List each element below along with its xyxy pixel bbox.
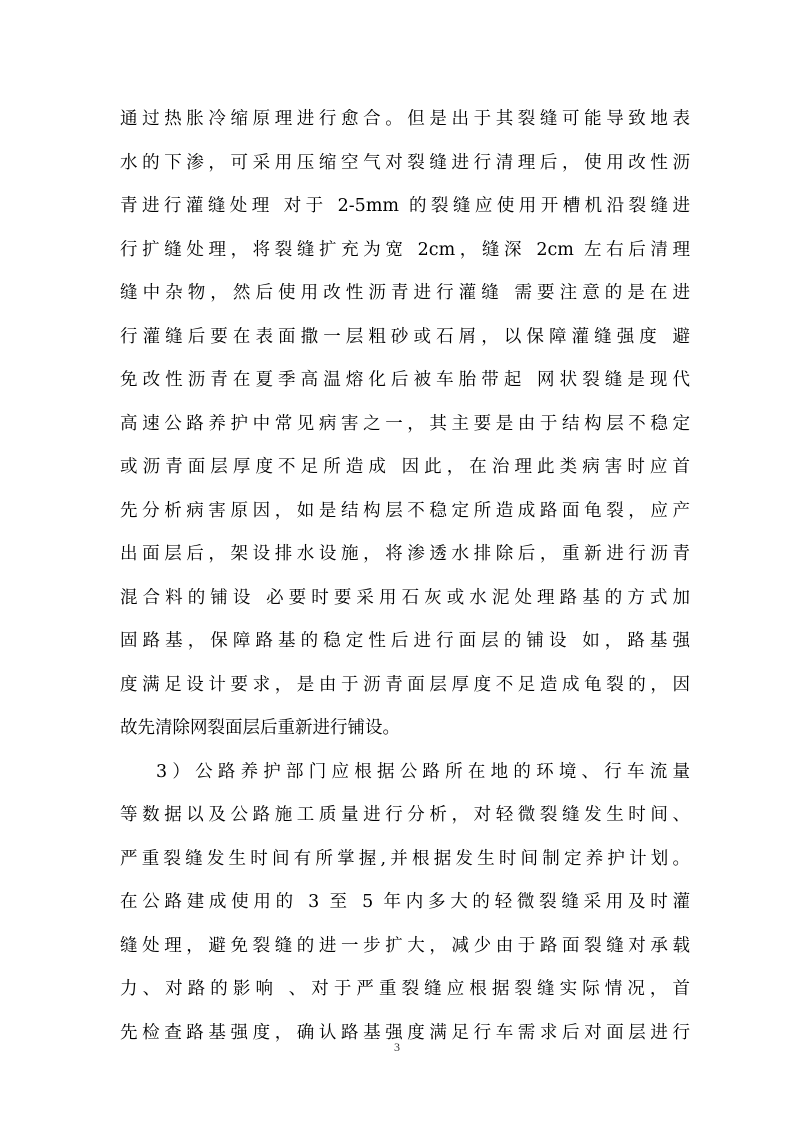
- text-line: 通过热胀冷缩原理进行愈合。但是出于其裂缝可能导致地表: [120, 109, 690, 129]
- text-line: 青进行灌缝处理 对于 2-5mm 的裂缝应使用开槽机沿裂缝进: [120, 196, 690, 216]
- text-line: 行灌缝后要在表面撒一层粗砂或石屑，以保障灌缝强度 避: [120, 326, 690, 347]
- text-line: 在公路建成使用的 3 至 5 年内多大的轻微裂缝采用及时灌: [120, 892, 690, 912]
- text-line: 缝中杂物，然后使用改性沥青进行灌缝 需要注意的是在进: [120, 283, 690, 303]
- text-line: 3）公路养护部门应根据公路所在地的环境、行车流量: [156, 761, 690, 782]
- text-line: 或沥青面层厚度不足所造成 因此，在治理此类病害时应首: [120, 457, 690, 477]
- text-line: 等数据以及公路施工质量进行分析，对轻微裂缝发生时间、: [120, 805, 690, 825]
- text-line: 度满足设计要求，是由于沥青面层厚度不足造成龟裂的，因: [120, 674, 690, 695]
- text-line: 水的下渗，可采用压缩空气对裂缝进行清理后，使用改性沥: [120, 152, 690, 173]
- text-line: 严重裂缝发生时间有所掌握,并根据发生时间制定养护计划。: [120, 848, 690, 869]
- text-line: 固路基，保障路基的稳定性后进行面层的铺设 如，路基强: [120, 631, 690, 651]
- text-line: 故先清除网裂面层后重新进行铺设。: [120, 718, 400, 738]
- text-line: 免改性沥青在夏季高温熔化后被车胎带起 网状裂缝是现代: [120, 370, 690, 390]
- text-line: 高速公路养护中常见病害之一，其主要是由于结构层不稳定: [120, 413, 690, 434]
- body-text: [120, 98, 690, 1055]
- text-line: 行扩缝处理，将裂缝扩充为宽 2cm，缝深 2cm 左右后清理: [120, 239, 690, 260]
- paragraph-2: [120, 751, 690, 1056]
- text-line: 先检查路基强度，确认路基强度满足行车需求后对面层进行: [120, 1022, 690, 1043]
- page-number: 3: [394, 1040, 400, 1054]
- text-line: 缝处理，避免裂缝的进一步扩大，减少由于路面裂缝对承载: [120, 935, 690, 956]
- text-line: 混合料的铺设 必要时要采用石灰或水泥处理路基的方式加: [120, 587, 690, 608]
- text-line: 出面层后，架设排水设施，将渗透水排除后，重新进行沥青: [120, 544, 690, 564]
- paragraph-1: [120, 98, 690, 751]
- text-line: 先分析病害原因，如是结构层不稳定所造成路面龟裂，应产: [120, 500, 690, 521]
- text-line: 力、对路的影响 、对于严重裂缝应根据裂缝实际情况，首: [120, 979, 690, 999]
